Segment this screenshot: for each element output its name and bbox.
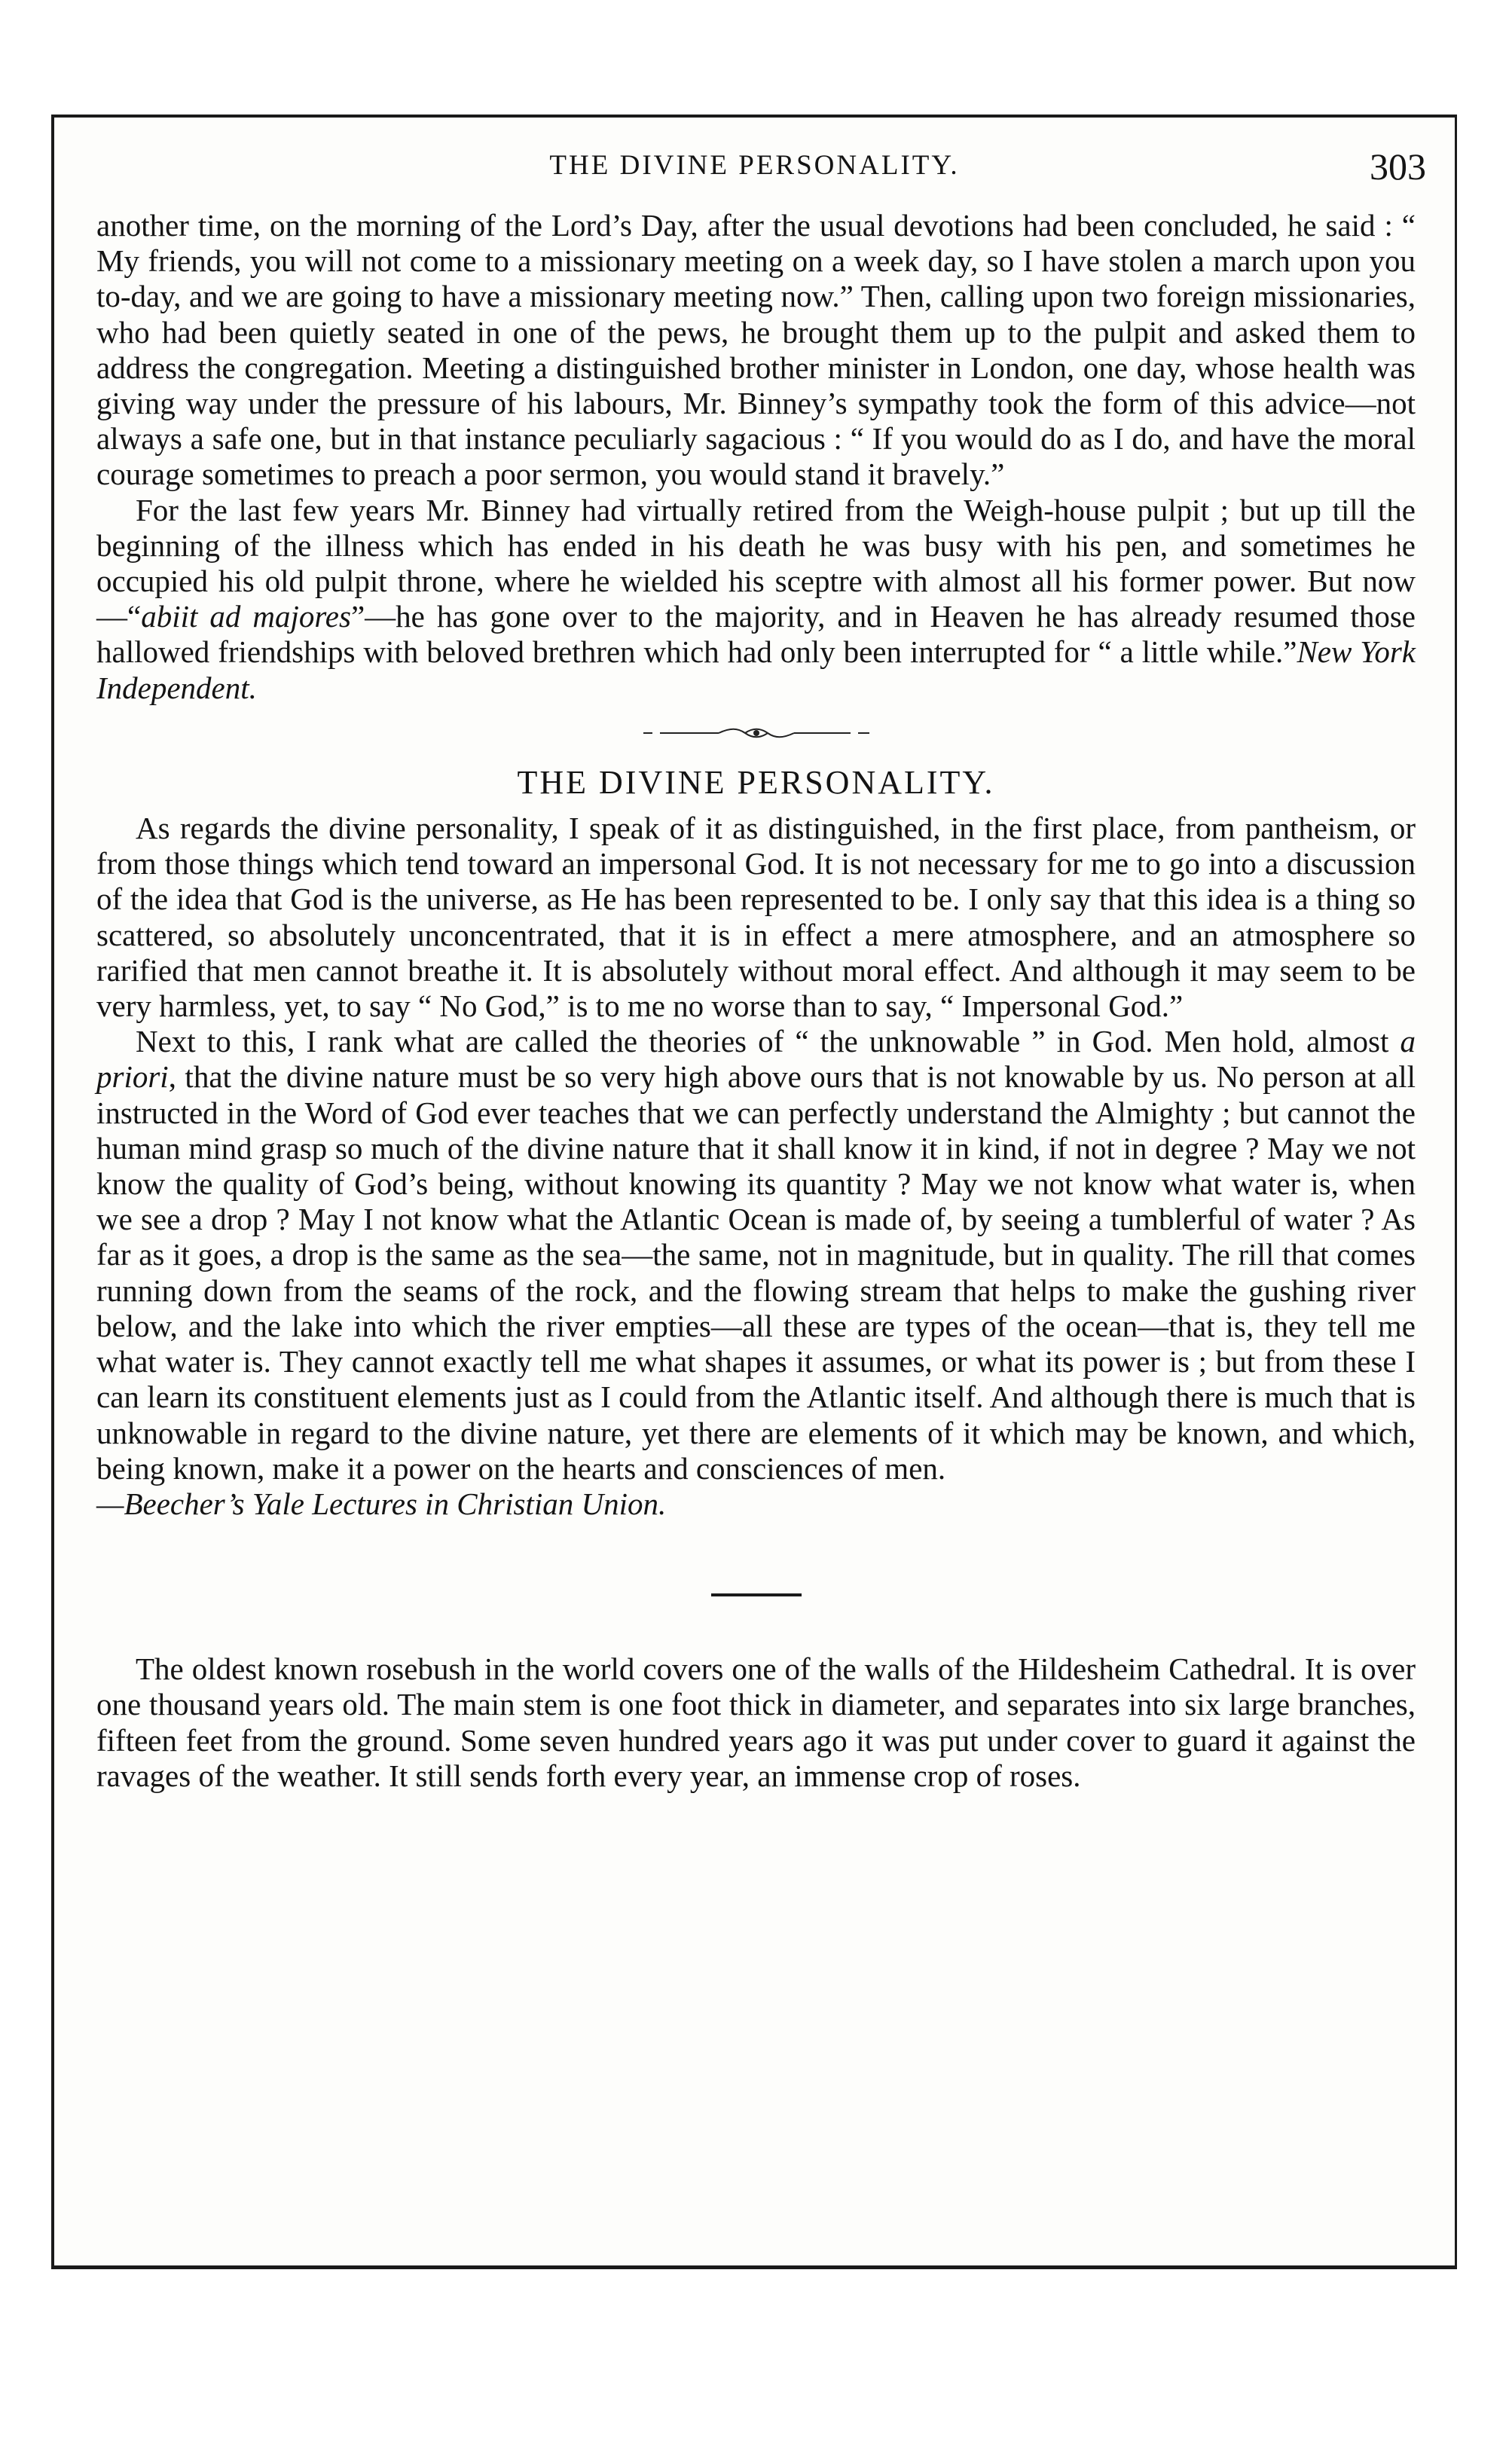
- running-title: THE DIVINE PERSONALITY.: [549, 150, 960, 181]
- personality-paragraph-2: [96, 1024, 1416, 1486]
- binney-paragraph-2: [96, 493, 1416, 706]
- personality-paragraph-1: As regards the divine personality, I speak of it as distinguished, in the first place, from pantheism, or from those things which tend toward an impersonal God. It is not necessary for me to go into a discussion of the idea that God is the universe, as He has been represented to be. I only say that this idea is a thing so scattered, so absolutely unconcentrated, that it is in effect a mere atmosphere, and an atmosphere so rarified that men cannot breathe it. It is absolutely without moral effect. And although it may seem to be very harmless, yet, to say “ No God,” is to me no worse than to say, “ Impersonal God.”: [96, 811, 1416, 1024]
- separator-rule: [96, 1538, 1416, 1651]
- short-rule-line: [711, 1593, 802, 1596]
- running-head: [54, 145, 1455, 194]
- a-priori-phrase: a priori: [96, 1024, 1416, 1095]
- binney-source: New York Independent.: [96, 634, 1416, 705]
- personality-paragraph-2-rest: , that the divine nature must be so very high above ours that is not knowable by us. No person at all instructed in the Word of God ever teaches that we can perfectly understand the Almighty ; but cannot the human mind grasp so much of the divine nature that it shall know it in kind, if not in degree ? May we not know the quality of God’s being, without knowing its quantity ? May we not know what water is, when we see a drop ? May I not know what the Atlantic Ocean is made of, by seeing a tumblerful of water ? As far as it goes, a drop is the same as the sea—the same, not in magnitude, but in quality. The rill that comes running down from the seams of the rock, and the flowing stream that helps to make the gushing river below, and the lake into which the river empties—all these are types of the ocean—that is, they tell me what water is. They cannot exactly tell me what shapes it assumes, or what its power is ; but from these I can learn its constituent elements just as I could from the Atlantic itself. And although there is much that is unknowable in regard to the divine nature, yet there are elements of it which may be known, and which, being known, make it a power on the hearts and consciences of men.: [96, 1059, 1416, 1486]
- binney-paragraph-2-text: For the last few years Mr. Binney had virtually retired from the Weigh-house pulpit ; but up till the beginning of the illness which has ended in his death he was busy with his pen, and sometimes he occupied his old pulpit throne, where he wielded his sceptre with almost all his former power. But now—“: [96, 492, 1416, 634]
- section-ornament: [96, 706, 1416, 760]
- beecher-source: —Beecher’s Yale Lectures in Christian Union.: [96, 1486, 667, 1521]
- rosebush-paragraph: The oldest known rosebush in the world covers one of the walls of the Hildesheim Cathedral. It is over one thousand years old. The main stem is one foot thick in diameter, and separates into six large branches, fifteen feet from the ground. Some seven hundred years ago it was put under cover to guard it against the ravages of the weather. It still sends forth every year, an immense crop of roses.: [96, 1651, 1416, 1793]
- page-number: 303: [1370, 145, 1426, 188]
- ornament-flourish: [636, 726, 877, 740]
- section-heading: THE DIVINE PERSONALITY.: [517, 763, 995, 801]
- page-content: [96, 208, 1416, 1794]
- latin-phrase: abiit ad majores: [141, 599, 351, 634]
- binney-paragraph-1: another time, on the morning of the Lord’s Day, after the usual devotions had been concluded, he said : “ My friends, you will not come to a missionary meeting on a week day, so I have stolen a march upon you to-day, and we are going to have a missionary meeting now.” Then, calling upon two foreign missionaries, who had been quietly seated in one of the pews, he brought them up to the pulpit and asked them to address the congregation. Meeting a distinguished brother minister in London, one day, whose health was giving way under the pressure of his labours, Mr. Binney’s sympathy took the form of this advice—not always a safe one, but in that instance peculiarly sagacious : “ If you would do as I do, and have the moral courage sometimes to preach a poor sermon, you would stand it bravely.”: [96, 208, 1416, 492]
- personality-paragraph-2-start: Next to this, I rank what are called the theories of “ the unknowable ” in God. Men hold, almost: [136, 1024, 1389, 1059]
- printed-page: [51, 115, 1457, 2269]
- binney-paragraph-2-rest: ”—he has gone over to the majority, and in Heaven he has already resumed those hallowed friendships with beloved brethren which had only been interrupted for “ a little while.”: [96, 599, 1416, 670]
